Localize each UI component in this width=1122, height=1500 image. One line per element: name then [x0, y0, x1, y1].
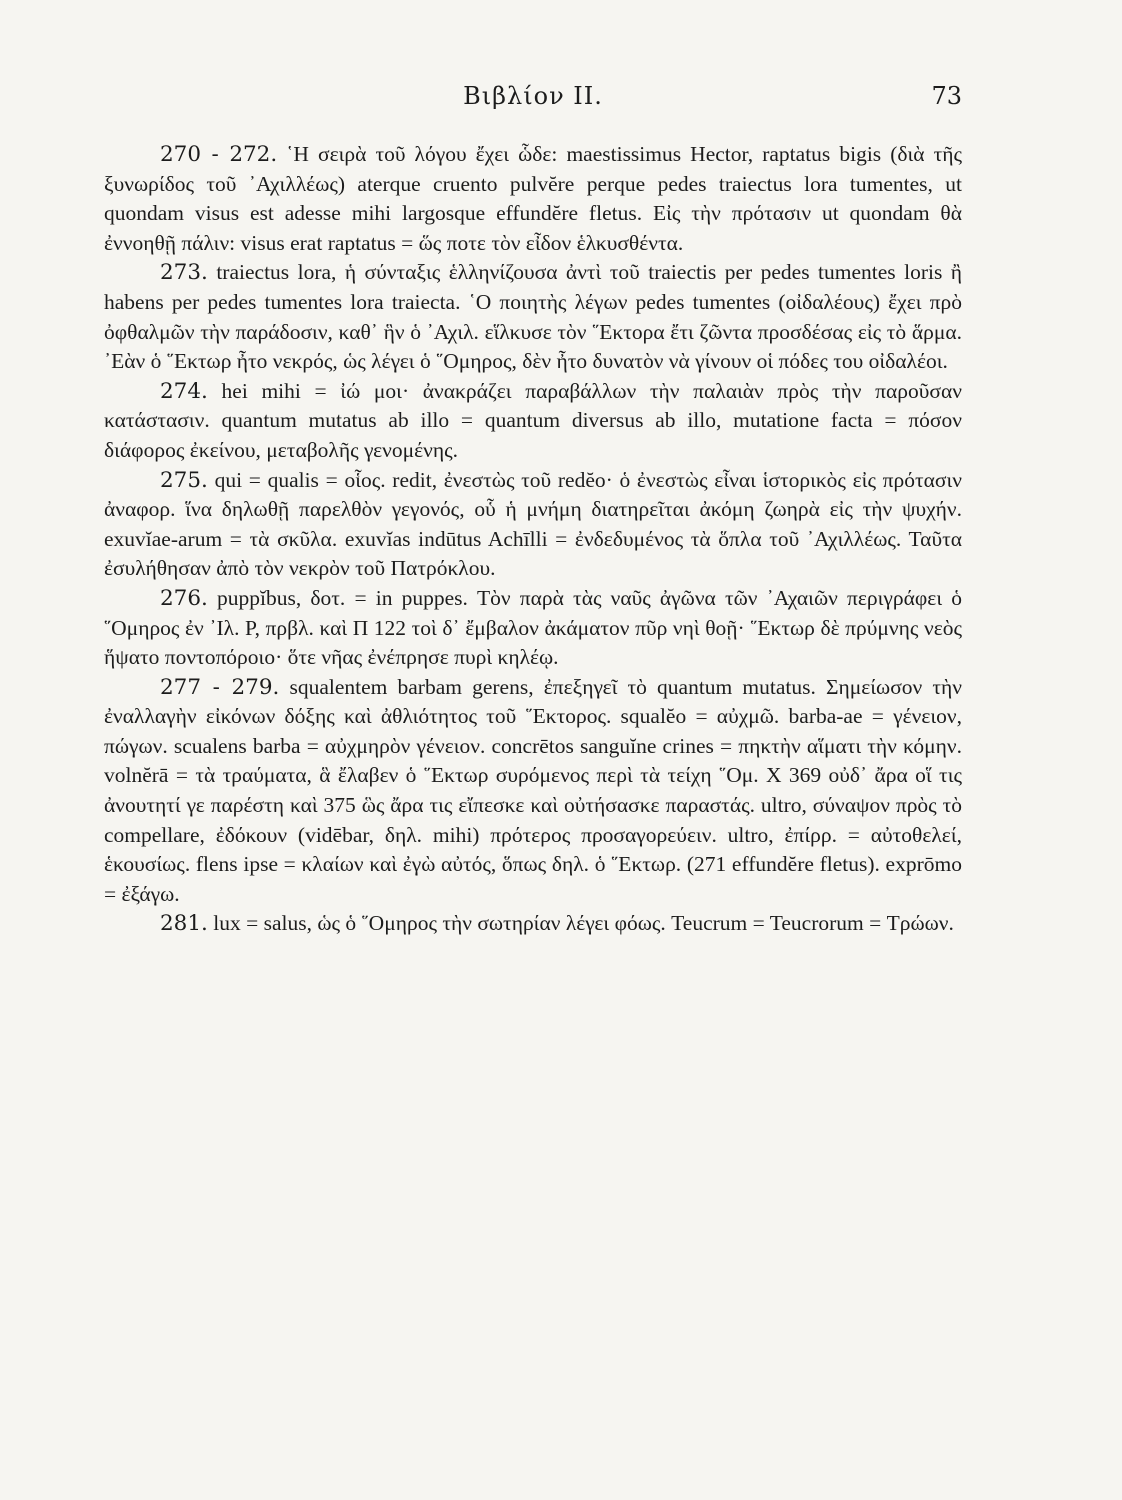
commentary-paragraph-277-279 — [104, 673, 962, 910]
commentary-body — [104, 140, 962, 939]
paragraph-text: lux = salus, ὡς ὁ ῞Ομηρος τὴν σωτηρίαν λέγει φόως. Teucrum = Teucrorum = Τρώων. — [213, 911, 954, 936]
commentary-paragraph-276 — [104, 584, 962, 673]
commentary-paragraph-270-272 — [104, 140, 962, 258]
line-reference: 281. — [160, 911, 208, 937]
paragraph-text: puppĭbus, δοτ. = in puppes. Τὸν παρὰ τὰς ναῦς ἀγῶνα τῶν ᾿Αχαιῶν περιγράφει ὁ ῞Ομηρος ἐν ᾿Ιλ. Ρ, πρβλ. καὶ Π 122 τοὶ δ᾿ ἔμβαλον ἀκάματον πῦρ νηὶ θοῇ· ῞Εκτωρ δὲ πρύμνης νεὸς ἥψατο ποντοπόροιο· ὅτε νῆας ἐνέπρησε πυρὶ κηλέῳ. — [104, 585, 963, 670]
page-number: 73 — [931, 82, 962, 110]
paragraph-text: squalentem barbam gerens, ἐπεξηγεῖ τὸ quantum mutatus. Σημείωσον τὴν ἐναλλαγὴν εἰκόνων δόξης καὶ ἀθλιότητος τοῦ ῞Εκτορος. squalĕo = αὐχμῶ. barba-ae = γένειον, πώγων. scualens barba = αὐχμηρὸν γένειον. concrētos sanguĭne crines = πηκτὴν αἵματι τὴν κόμην. volnĕrā = τὰ τραύματα, ἃ ἔλαβεν ὁ ῞Εκτωρ συρόμενος περὶ τὰ τείχη ῞Ομ. Χ 369 οὐδ᾿ ἄρα οἵ τις ἀνουτητί γε παρέστη καὶ 375 ὣς ἄρα τις εἴπεσκε καὶ οὐτήσασκε παραστάς. ultro, σύναψον πρὸς τὸ compellare, ἐδόκουν (vidēbar, δηλ. mihi) πρότερος προσαγορεύειν. ultro, ἐπίρρ. = αὐτοθελεί, ἑκουσίως. flens ipse = κλαίων καὶ ἐγὼ αὐτός, ὅπως δηλ. ὁ ῞Εκτωρ. (271 effundĕre fletus). exprōmo = ἐξάγω. — [104, 674, 963, 906]
page-header — [104, 82, 962, 118]
line-reference: 277 - 279. — [160, 674, 280, 700]
paragraph-text: hei mihi = ἰώ μοι· ἀνακράζει παραβάλλων τὴν παλαιὰν πρὸς τὴν παροῦσαν κατάστασιν. quantum mutatus ab illo = quantum diversus ab illo, mutatione facta = πόσον διάφορος ἐκείνου, μεταβολῆς γενομένης. — [104, 378, 962, 462]
commentary-paragraph-273 — [104, 258, 962, 376]
commentary-paragraph-275 — [104, 466, 962, 584]
paragraph-text: ῾Η σειρὰ τοῦ λόγου ἔχει ὧδε: maestissimus Hector, raptatus bigis (διὰ τῆς ξυνωρίδος τοῦ ᾿Αχιλλέως) aterque cruento pulvĕre perque pedes traiectus lora tumentes, ut quondam visus est adesse mihi largosque effundĕre fletus. Εἰς τὴν πρότασιν ut quondam θὰ ἐννοηθῇ πάλιν: visus erat raptatus = ὥς ποτε τὸν εἶδον ἑλκυσθέντα. — [104, 142, 962, 255]
line-reference: 273. — [160, 260, 208, 286]
paragraph-text: qui = qualis = οἷος. redit, ἐνεστὼς τοῦ redĕo· ὁ ἐνεστὼς εἶναι ἱστορικὸς εἰς πρότασιν ἀναφορ. ἵνα δηλωθῇ παρελθὸν γεγονός, οὗ ἡ μνήμη διατηρεῖται ἀκόμη ζωηρὰ εἰς τὴν ψυχήν. exuvĭae-arum = τὰ σκῦλα. exuvĭas indūtus Achīlli = ἐνδεδυμένος τὰ ὅπλα τοῦ ᾿Αχιλλέως. Ταῦτα ἐσυλήθησαν ἀπὸ τὸν νεκρὸν τοῦ Πατρόκλου. — [104, 467, 963, 581]
line-reference: 270 - 272. — [160, 142, 278, 167]
paragraph-text: traiectus lora, ἡ σύνταξις ἑλληνίζουσα ἀντὶ τοῦ traiectis per pedes tumentes loris ἢ habens per pedes tumentes lora traiecta. ῾Ο ποιητὴς λέγων pedes tumentes (οἰδαλέους) ἔχει πρὸ ὀφθαλμῶν τὴν παράδοσιν, καθ᾿ ἣν ὁ ᾿Αχιλ. εἵλκυσε τὸν ῞Εκτορα ἔτι ζῶντα προσδέσας εἰς τὸ ἅρμα. ᾿Εὰν ὁ ῞Εκτωρ ἦτο νεκρός, ὡς λέγει ὁ ῞Ομηρος, δὲν ἦτο δυνατὸν νὰ γίνουν οἱ πόδες του οἰδαλέοι. — [104, 260, 962, 374]
line-reference: 275. — [160, 467, 208, 493]
line-reference: 274. — [160, 378, 208, 404]
commentary-paragraph-281 — [104, 909, 962, 939]
line-reference: 276. — [160, 585, 208, 611]
running-title: Βιβλίον II. — [463, 82, 603, 110]
commentary-paragraph-274 — [104, 377, 962, 466]
